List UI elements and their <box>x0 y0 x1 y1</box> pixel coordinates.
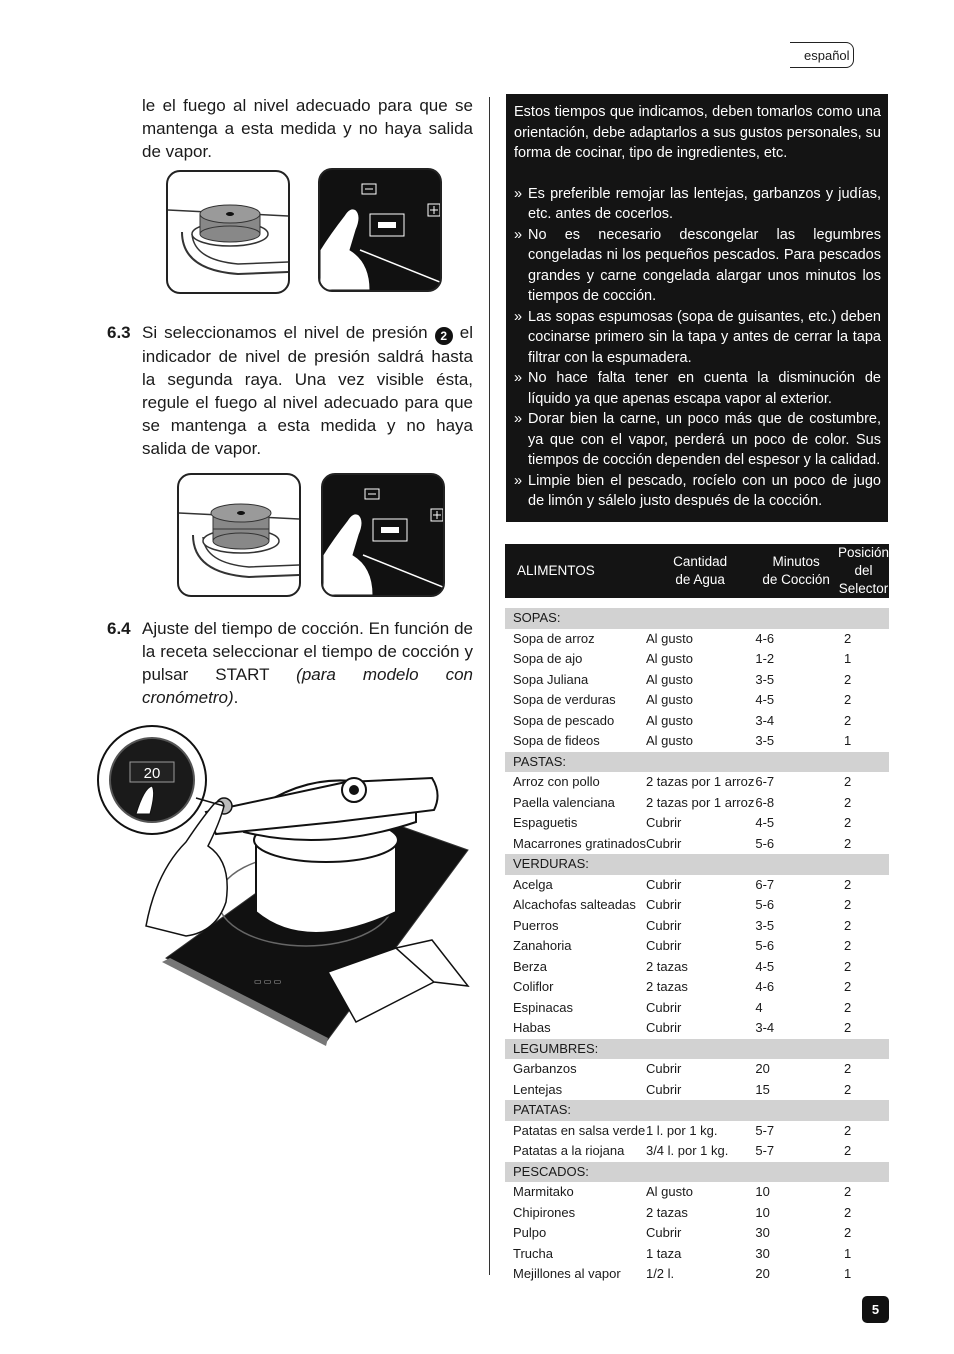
page-number: 5 <box>862 1296 889 1323</box>
table-row: Sopa de arroz Al gusto 4-6 2 <box>513 630 852 646</box>
list-item: » Es preferible remojar las lentejas, garbanzos y judías, etc. antes de cocerlos. <box>514 185 881 222</box>
table-row: Paella valenciana 2 tazas por 1 arroz 6-8 2 <box>513 794 852 810</box>
table-row: Sopa Juliana Al gusto 3-5 2 <box>513 671 852 687</box>
pressure-cooker-illustration <box>96 722 476 1048</box>
table-row: Alcachofas salteadas Cubrir 5-6 2 <box>513 897 852 912</box>
table-row: Garbanzos Cubrir 20 2 <box>513 1061 852 1076</box>
section-number: 6.4 <box>107 619 131 638</box>
cooking-times-table <box>505 544 889 1285</box>
table-row: Espinacas Cubrir 4 2 <box>513 999 852 1015</box>
category-row-verduras: VERDURAS: <box>505 854 889 875</box>
table-row: Mejillones al vapor 1/2 l. 20 1 <box>513 1266 852 1281</box>
table-row: Acelga Cubrir 6-7 2 <box>513 876 852 892</box>
table-row: Coliflor 2 tazas 4-6 2 <box>513 979 852 994</box>
table-row: Marmitako Al gusto 10 2 <box>513 1184 852 1199</box>
list-item: » Las sopas espumosas (sopa de guisantes, etc.) deben cocinarse primero sin la tapa y antes de cerrar la tapa filtrar con la espumadera. <box>514 308 881 366</box>
pressure-indicator-illustration-1 <box>166 170 290 294</box>
tips-intro: Estos tiempos que indicamos, deben tomarlos como una orientación, debe adaptarlos a sus gustos personales, su forma de cocinar, tipo de ingredientes, etc. <box>514 104 881 161</box>
pressure-level-badge: 2 <box>435 327 453 345</box>
control-panel-illustration-1 <box>318 168 442 292</box>
category-row-patatas: PATATAS: <box>505 1100 889 1121</box>
category-row-pescados: PESCADOS: <box>505 1162 889 1183</box>
header-food: ALIMENTOS <box>505 544 646 598</box>
language-tab: español <box>790 42 854 68</box>
list-item: » No es necesario descongelar las legumbres congeladas ni los pequeños pescados. Para pescados grandes y carne congelada alargar unos minutos los tiempos de cocción. <box>514 226 881 304</box>
category-row-pastas: PASTAS: <box>505 752 889 773</box>
table-row: Macarrones gratinados Cubrir 5-6 2 <box>513 835 852 851</box>
table-row: Arroz con pollo 2 tazas por 1 arroz 6-7 2 <box>513 774 852 789</box>
table-row: Sopa de ajo Al gusto 1-2 1 <box>513 651 852 666</box>
table-row: Chipirones 2 tazas 10 2 <box>513 1204 852 1220</box>
table-row: Pulpo Cubrir 30 2 <box>513 1225 852 1240</box>
header-time: Minutos de Cocción <box>754 544 838 598</box>
table-row: Espaguetis Cubrir 4-5 2 <box>513 815 852 830</box>
header-selector: Posición del Selector <box>837 545 889 596</box>
header-water: Cantidad de Agua <box>646 544 754 598</box>
list-item: » Limpie bien el pescado, rocíelo con un poco de jugo de limón y sálelo justo después de la cocción. <box>514 472 881 509</box>
table-row: Patatas a la riojana 3/4 l. por 1 kg. 5-7 2 <box>513 1143 852 1158</box>
table-row: Zanahoria Cubrir 5-6 2 <box>513 938 852 953</box>
svg-text:▭ ▭ ▭: ▭ ▭ ▭ <box>254 977 282 986</box>
section-number: 6.3 <box>107 323 131 342</box>
category-row-legumbres: LEGUMBRES: <box>505 1039 889 1060</box>
table-row: Sopa de pescado Al gusto 3-4 2 <box>513 712 852 728</box>
table-row: Patatas en salsa verde 1 l. por 1 kg. 5-7 2 <box>513 1122 852 1138</box>
table-row: Habas Cubrir 3-4 2 <box>513 1020 852 1035</box>
table-row: Sopa de verduras Al gusto 4-5 2 <box>513 692 852 707</box>
column-divider <box>489 97 490 1275</box>
table-row: Berza 2 tazas 4-5 2 <box>513 958 852 974</box>
table-row: Puerros Cubrir 3-5 2 <box>513 917 852 933</box>
table-row: Sopa de fideos Al gusto 3-5 1 <box>513 733 852 748</box>
section-6-4-paragraph: 6.4 Ajuste del tiempo de cocción. En función de la receta seleccionar el tiempo de cocción y pulsar START (para modelo con cronómetro). <box>107 619 473 707</box>
category-row-sopas: SOPAS: <box>505 608 889 629</box>
control-panel-illustration-2 <box>321 473 445 597</box>
timer-display-value: 20 <box>143 765 161 782</box>
tips-list <box>514 184 881 512</box>
tips-box <box>506 94 888 522</box>
section-6-3-paragraph: 6.3 Si seleccionamos el nivel de presión 2 el indicador de nivel de presión saldrá hasta la segunda raya. Una vez visible ésta, regule el fuego al nivel adecuado para que se mantenga a esta medida y no haya salida de vapor. <box>107 323 473 458</box>
table-row: Trucha 1 taza 30 1 <box>513 1245 852 1261</box>
list-item: » No hace falta tener en cuenta la disminución de líquido ya que apenas escapa vapor al exterior. <box>514 370 881 407</box>
table-row: Lentejas Cubrir 15 2 <box>513 1081 852 1097</box>
list-item: » Dorar bien la carne, un poco más que de costumbre, ya que con el vapor, perderá un poco de color. Sus tiempos de cocción dependen del espesor y la calidad. <box>514 411 881 468</box>
intro-paragraph: le el fuego al nivel adecuado para que se mantenga a esta medida y no haya salida de vapor. <box>142 96 473 161</box>
pressure-indicator-illustration-2 <box>177 473 301 597</box>
table-header-row <box>505 544 889 598</box>
